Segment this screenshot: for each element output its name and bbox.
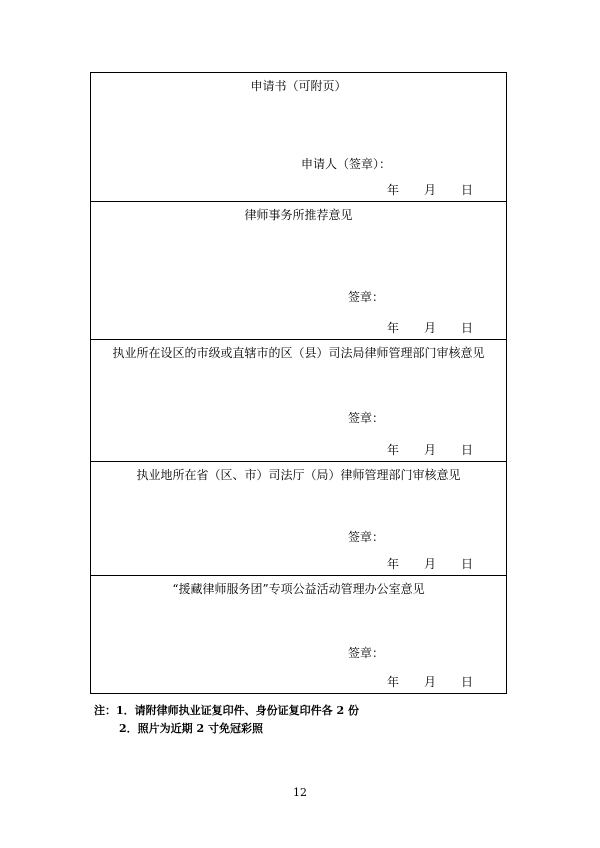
section-application [91, 73, 506, 201]
footnotes [94, 702, 359, 738]
date-line: 年 月 日 [387, 183, 474, 197]
section-tibet-lawyer-service-office [91, 575, 506, 693]
signature-label: 申请人（签章）： [301, 157, 392, 171]
signature-label: 签章： [348, 290, 385, 304]
date-line: 年 月 日 [387, 321, 474, 335]
signature-label: 签章： [348, 646, 385, 660]
date-line: 年 月 日 [387, 675, 474, 689]
footnote-1: 注：1．请附律师执业证复印件、身份证复印件各 2 份 [94, 704, 359, 717]
signature-label: 签章： [348, 411, 385, 425]
page-number: 12 [293, 786, 307, 799]
section-title: 执业地所在省（区、市）司法厅（局）律师管理部门审核意见 [136, 468, 461, 482]
section-title: 律师事务所推荐意见 [244, 208, 353, 222]
section-law-firm-recommendation [91, 201, 506, 339]
section-title: “援藏律师服务团”专项公益活动管理办公室意见 [172, 582, 425, 596]
section-title: 执业所在设区的市级或直辖市的区（县）司法局律师管理部门审核意见 [112, 346, 485, 360]
section-title: 申请书（可附页） [250, 79, 347, 93]
footnote-2: 2．照片为近期 2 寸免冠彩照 [119, 722, 263, 735]
signature-label: 签章： [348, 530, 385, 544]
application-form-table [90, 72, 507, 694]
section-city-bureau-review [91, 339, 506, 461]
section-province-department-review [91, 461, 506, 575]
date-line: 年 月 日 [387, 557, 474, 571]
date-line: 年 月 日 [387, 443, 474, 457]
